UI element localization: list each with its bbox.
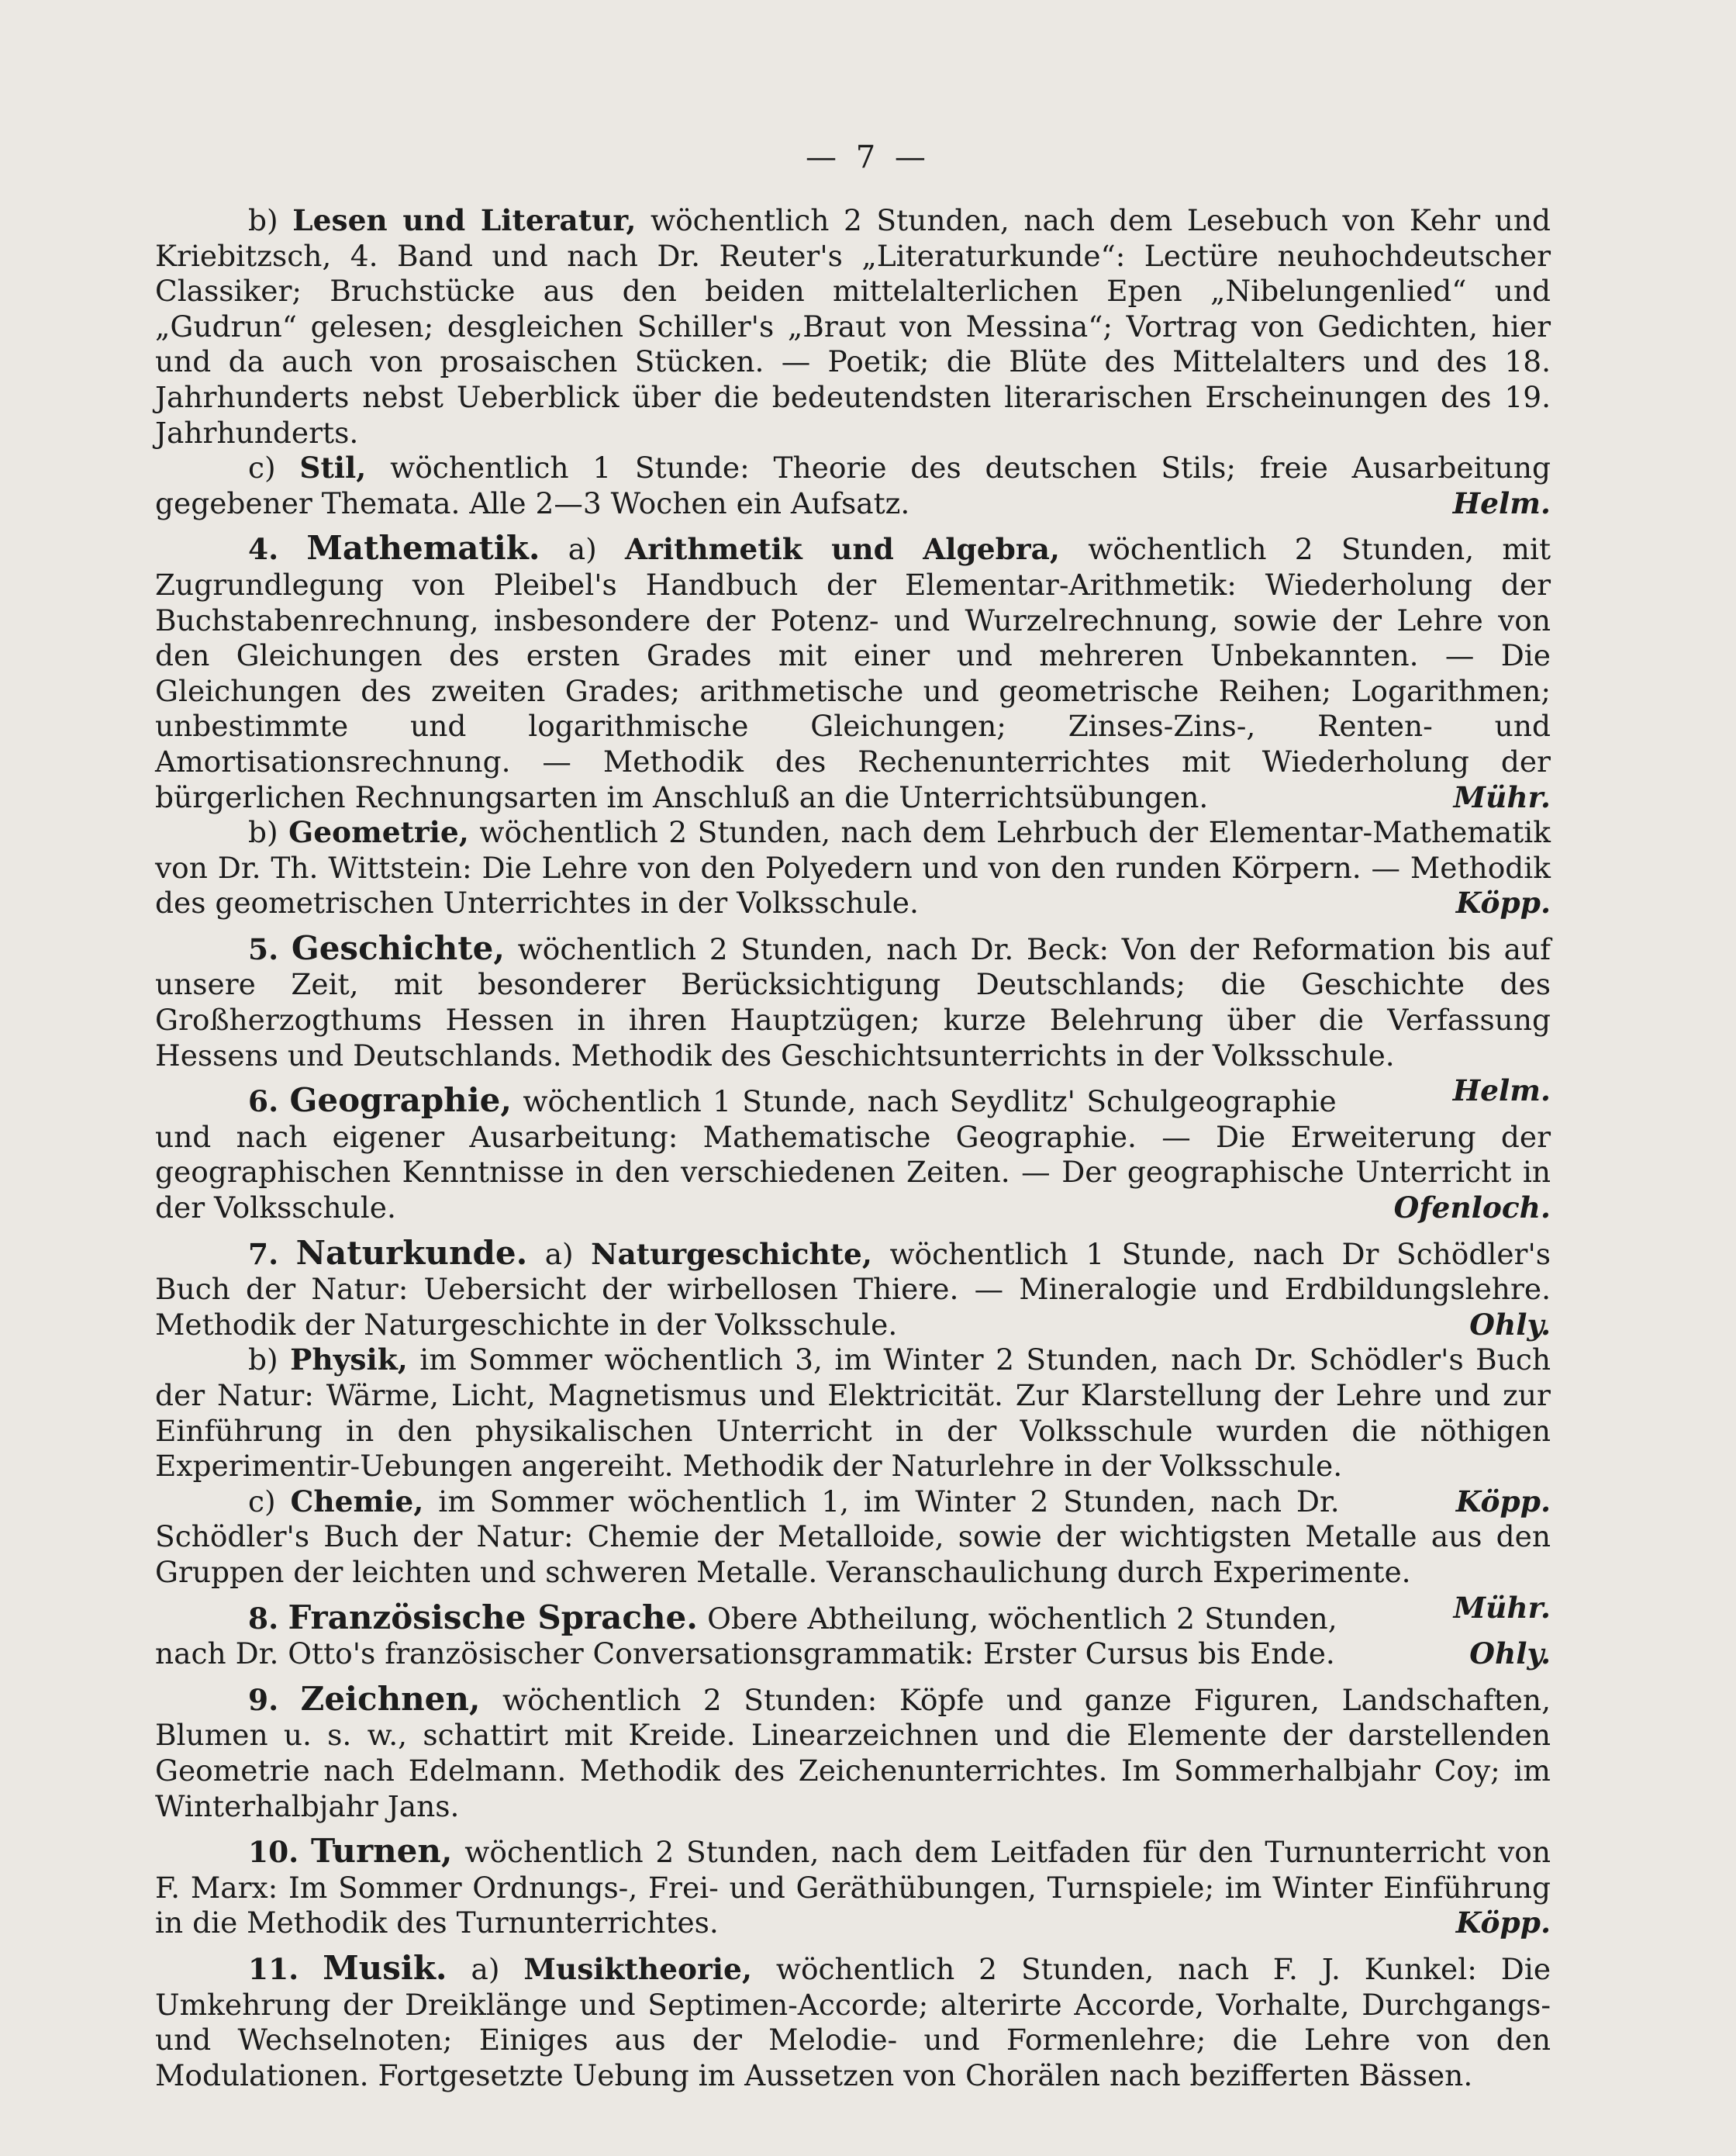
section-heading: Naturkunde. [295, 1233, 528, 1272]
section-heading: Musik. [323, 1948, 447, 1987]
section-text: wöchentlich 2 Stunden, mit Zugrundlegung von Pleibel's Handbuch der Elementar-Arithmetik: Wiederholung der Buchstabenrechnung, insbesondere der Potenz- und Wurzelrechnung, sowie der Lehre von den Gleichungen des ersten Grades mit einer und mehreren Unbekannten. — Die Gleichungen des zweiten Grades; arithmetische und geometrische Reihen; Logarithmen; unbestimmte und logarithmische Gleichungen; Zinses-Zins-, Renten- und Amortisationsrechnung. — Methodik des Rechenunterrichtes mit Wiederholung der bürgerlichen Rechnungsarten im Anschluß an die Unterrichtsübungen. [155, 532, 1551, 814]
teacher-name: Köpp. [1455, 1484, 1551, 1519]
item-marker: a) [471, 1951, 500, 1986]
subject-label: Physik, [290, 1342, 408, 1377]
section-zeichnen [155, 1681, 1551, 1824]
section-number: 4. [248, 532, 279, 567]
teacher-name: Ohly. [1469, 1307, 1551, 1342]
section-text: wöchentlich 2 Stunden, nach Dr. Beck: Von der Reformation bis auf unsere Zeit, mit besonderer Berücksichtigung Deutschlands; die Geschichte des Großherzogthums Hessen in ihren Hauptzügen; kurze Belehrung über die Verfassung Hessens und Deutschlands. Methodik des Geschichtsunterrichts in der Volksschule. [155, 931, 1551, 1073]
teacher-name: Helm. [1452, 1073, 1551, 1108]
section-heading: Geschichte, [291, 928, 505, 967]
section-number: 7. [248, 1236, 279, 1271]
subject-label: Naturgeschichte, [591, 1236, 872, 1271]
section-geometrie [155, 815, 1551, 921]
section-text: wöchentlich 1 Stunde, nach Dr Schödler's Buch der Natur: Uebersicht der wirbellosen Thiere. — Mineralogie und Erdbildungslehre. Methodik der Naturgeschichte in der Volksschule. [155, 1236, 1551, 1342]
section-heading: Mathematik. [306, 529, 540, 568]
subject-label: Chemie, [290, 1484, 424, 1519]
section-naturkunde [155, 1235, 1551, 1343]
teacher-name: Helm. [1452, 485, 1551, 520]
section-text: wöchentlich 2 Stunden, nach F. J. Kunkel: Die Umkehrung der Dreiklänge und Septimen-Accorde; alterirte Accorde, Vorhalte, Durchgangs- und Wechselnoten; Einiges aus der Melodie- und Formenlehre; die Lehre von den Modulationen. Fortgesetzte Uebung im Aussetzen von Chorälen nach bezifferten Bässen. [155, 1951, 1551, 2092]
section-stil [155, 451, 1551, 521]
subject-label: Geometrie, [288, 815, 469, 850]
section-heading: Geographie, [289, 1081, 513, 1120]
section-text: Obere Abtheilung, wöchentlich 2 Stunden, nach Dr. Otto's französischer Conversationsgrammatik: Erster Cursus bis Ende. [155, 1601, 1337, 1671]
section-text: wöchentlich 2 Stunden, nach dem Lehrbuch der Elementar-Mathematik von Dr. Th. Wittstein: Die Lehre von den Polyedern und von den runden Körpern. — Methodik des geometrischen Unterrichtes in der Volksschule. [155, 815, 1551, 921]
section-text: wöchentlich 1 Stunde, nach Seydlitz' Schulgeographie und nach eigener Ausarbeitung: Mathematische Geographie. — Die Erweiterung der geographischen Kenntnisse in den verschiedenen Zeiten. — Der geographische Unterricht in der Volksschule. [155, 1084, 1551, 1225]
section-text: wöchentlich 2 Stunden, nach dem Lesebuch von Kehr und Kriebitzsch, 4. Band und nach Dr. Reuter's „Literaturkunde“: Lectüre neuhochdeutscher Classiker; Bruchstücke aus den beiden mittelalterlichen Epen „Nibelungenlied“ und „Gudrun“ gelesen; desgleichen Schiller's „Braut von Messina“; Vortrag von Gedichten, hier und da auch von prosaischen Stücken. — Poetik; die Blüte des Mittelalters und des 18. Jahrhunderts nebst Ueberblick über die bedeutendsten literarischen Erscheinungen des 19. Jahrhunderts. [155, 203, 1551, 450]
section-text: im Sommer wöchentlich 3, im Winter 2 Stunden, nach Dr. Schödler's Buch der Natur: Wärme, Licht, Magnetismus und Elektricität. Zur Klarstellung der Lehre und zur Einführung in den physikalischen Unterricht in der Volksschule wurden die nöthigen Experimentir-Uebungen angereiht. Methodik der Naturlehre in der Volksschule. [155, 1342, 1551, 1484]
section-number: 8. [248, 1601, 279, 1636]
subject-label: Stil, [299, 451, 367, 485]
section-heading: Turnen, [311, 1832, 453, 1871]
section-text: im Sommer wöchentlich 1, im Winter 2 Stunden, nach Dr. Schödler's Buch der Natur: Chemie der Metalloide, sowie der wichtigsten Metalle aus den Gruppen der leichten und schweren Metalle. Veranschaulichung durch Experimente. [155, 1484, 1551, 1589]
teacher-name: Ohly. [1469, 1636, 1551, 1671]
item-marker: a) [544, 1236, 574, 1271]
item-marker: b) [248, 203, 278, 237]
section-number: 9. [248, 1682, 279, 1717]
item-marker: b) [248, 815, 278, 850]
teacher-name: Ofenloch. [1393, 1190, 1551, 1225]
section-mathematik [155, 530, 1551, 815]
teacher-name: Köpp. [1455, 886, 1551, 921]
section-text: wöchentlich 1 Stunde: Theorie des deutschen Stils; freie Ausarbeitung gegebener Themata. Alle 2—3 Wochen ein Aufsatz. [155, 451, 1551, 520]
page-body [155, 203, 1551, 2093]
section-lesen-literatur [155, 203, 1551, 451]
subject-label: Musiktheorie, [523, 1951, 752, 1986]
section-number: 6. [248, 1084, 279, 1119]
item-marker: b) [248, 1342, 278, 1377]
teacher-name: Mühr. [1453, 779, 1551, 814]
section-turnen [155, 1833, 1551, 1941]
subject-label: Arithmetik und Algebra, [624, 532, 1060, 567]
section-number: 10. [248, 1835, 299, 1870]
teacher-name: Köpp. [1455, 1906, 1551, 1940]
subject-label: Lesen und Literatur, [292, 203, 637, 237]
section-franzoesisch [155, 1600, 1551, 1672]
item-marker: c) [248, 1484, 276, 1519]
section-heading: Zeichnen, [300, 1679, 481, 1718]
section-number: 11. [248, 1951, 299, 1986]
item-marker: a) [568, 532, 597, 567]
page-number: — 7 — [806, 140, 930, 175]
section-text: wöchentlich 2 Stunden: Köpfe und ganze Figuren, Landschaften, Blumen u. s. w., schattirt mit Kreide. Linearzeichnen und die Elemente der darstellenden Geometrie nach Edelmann. Methodik des Zeichenunterrichtes. Im Sommerhalbjahr Coy; im Winterhalbjahr Jans. [155, 1682, 1551, 1823]
item-marker: c) [248, 451, 276, 485]
section-musik [155, 1950, 1551, 2093]
section-heading: Französische Sprache. [288, 1598, 698, 1636]
teacher-name: Mühr. [1453, 1590, 1551, 1625]
section-geographie [155, 1083, 1551, 1225]
section-text: wöchentlich 2 Stunden, nach dem Leitfaden für den Turnunterricht von F. Marx: Im Sommer Ordnungs-, Frei- und Geräthübungen, Turnspiele; im Winter Einführung in die Methodik des Turnunterrichtes. [155, 1835, 1551, 1940]
section-number: 5. [248, 931, 279, 966]
